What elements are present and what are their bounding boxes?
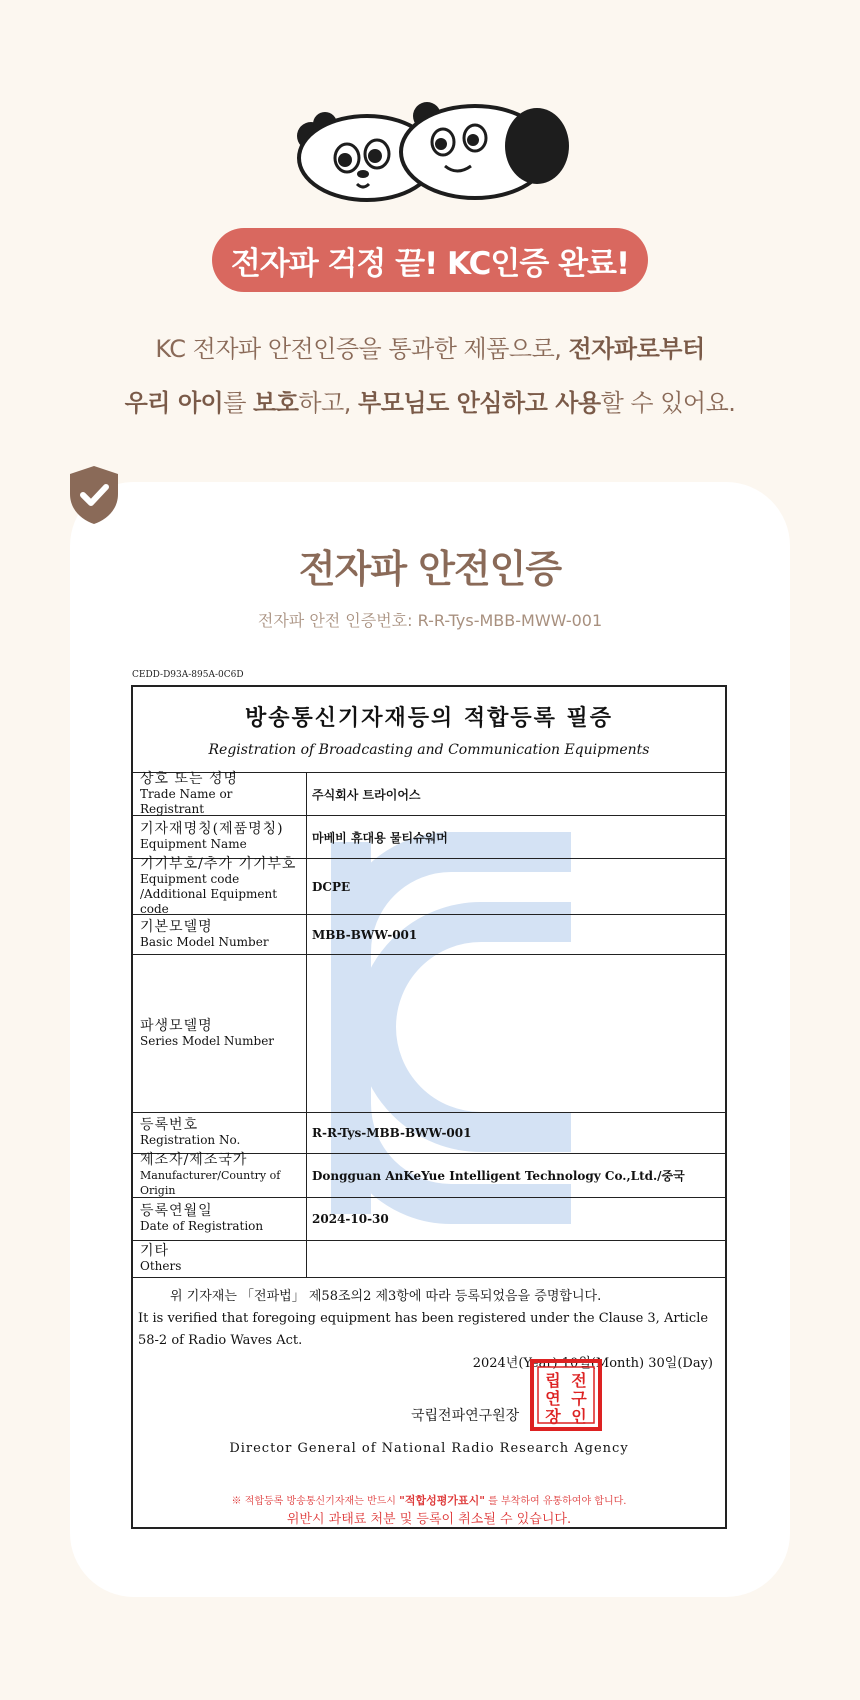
table-row <box>133 770 725 816</box>
svg-text:립: 립 <box>545 1371 561 1390</box>
statement-ko: 위 기자재는 「전파법」 제58조의2 제3항에 따라 등록되었음을 증명합니다. <box>170 1289 602 1304</box>
row-value: 주식회사 트라이어스 <box>312 787 421 802</box>
row-label-en: Manufacturer/Country of Origin <box>140 1169 281 1197</box>
row-label <box>133 855 307 916</box>
card-subtitle: 전자파 안전 인증번호: R-R-Tys-MBB-MWW-001 <box>257 611 603 630</box>
row-value: R-R-Tys-MBB-BWW-001 <box>312 1126 472 1140</box>
row-label-ko: 기자재명칭(제품명칭) <box>140 821 284 837</box>
row-label-ko: 등록연월일 <box>140 1203 213 1219</box>
row-label <box>133 1154 307 1197</box>
svg-text:전: 전 <box>571 1371 587 1390</box>
mascot-illustration <box>285 96 575 216</box>
row-value <box>307 1241 725 1277</box>
row-label-en: Equipment code /Additional Equipment code <box>140 871 278 916</box>
intro-line-2-d: 하고, <box>298 389 359 417</box>
row-value: DCPE <box>312 879 351 894</box>
row-label-ko: 파생모델명 <box>140 1017 213 1034</box>
director-en: Director General of National Radio Research Agency <box>229 1441 629 1456</box>
row-label-en: Trade Name or Registrant <box>140 786 233 816</box>
shield-check-icon <box>66 464 122 526</box>
certificate-date: 2024년(Year) 10월(Month) 30일(Day) <box>472 1356 713 1371</box>
intro-line-2-a: 우리 아이 <box>124 389 224 417</box>
table-row <box>133 1241 725 1278</box>
certificate-title-en: Registration of Broadcasting and Communication Equipments <box>208 742 650 758</box>
table-row <box>133 1154 725 1198</box>
director-ko: 국립전파연구원장 <box>411 1408 520 1424</box>
row-label-en: Registration No. <box>140 1133 241 1147</box>
intro-line-2-b: 를 <box>223 389 254 417</box>
table-row <box>133 915 725 955</box>
table-row <box>133 955 725 1113</box>
row-label-ko: 상호 또는 성명 <box>140 770 239 787</box>
row-value: MBB-BWW-001 <box>312 927 418 942</box>
row-value: 2024-10-30 <box>312 1212 389 1226</box>
intro-line-1 <box>0 322 860 376</box>
notice-line-2: 위반시 과태료 처분 및 등록이 취소될 수 있습니다. <box>286 1512 572 1527</box>
row-label <box>133 816 307 858</box>
row-value: Dongguan AnKeYue Intelligent Technology Co.,Ltd./중국 <box>312 1169 685 1183</box>
row-label <box>133 1241 307 1277</box>
certificate-header <box>133 687 725 773</box>
row-label <box>133 955 307 1112</box>
intro-text <box>0 322 860 430</box>
row-label-ko: 제조자/제조국가 <box>140 1152 248 1168</box>
row-label <box>133 915 307 954</box>
intro-line-2-e: 부모님도 안심하고 사용 <box>358 389 601 417</box>
notice-b: "적합성평가표시" <box>399 1494 485 1507</box>
kc-banner <box>212 228 648 292</box>
table-row <box>133 855 725 916</box>
certificate-document <box>131 685 727 1529</box>
intro-line-1-b: 전자파로부터 <box>568 335 705 363</box>
svg-text:연: 연 <box>545 1389 561 1408</box>
banner-text: 전자파 걱정 끝! KC인증 완료! <box>230 245 630 282</box>
notice-line-1 <box>133 1492 725 1508</box>
row-label-ko: 기본모델명 <box>140 918 213 935</box>
row-value: 마베비 휴대용 물티슈워머 <box>312 830 448 845</box>
intro-line-2-f: 할 수 있어요. <box>600 389 736 417</box>
document-id: CEDD-D93A-895A-0C6D <box>132 670 244 680</box>
statement-en: It is verified that foregoing equipment has been registered under the Clause 3, Article 58-2 of Radio Waves Act. <box>138 1311 709 1348</box>
svg-text:장: 장 <box>545 1407 561 1426</box>
row-label-ko: 기기부호/추가 기기부호 <box>140 855 297 872</box>
row-label-en: Equipment Name <box>140 837 247 851</box>
official-seal-stamp <box>529 1358 603 1432</box>
intro-line-2-c: 보호 <box>253 389 299 417</box>
table-row <box>133 1113 725 1154</box>
card-title: 전자파 안전인증 <box>298 547 562 591</box>
row-label <box>133 1113 307 1153</box>
certificate-statement <box>133 1278 725 1352</box>
certificate-title-ko: 방송통신기자재등의 적합등록 필증 <box>244 705 614 731</box>
notice-c: 를 부착하여 유통하여야 합니다. <box>484 1496 627 1507</box>
row-label-ko: 등록번호 <box>140 1117 199 1133</box>
table-row <box>133 816 725 859</box>
row-label <box>133 1198 307 1240</box>
row-label-en: Series Model Number <box>140 1033 275 1048</box>
intro-line-2 <box>0 376 860 430</box>
row-label-en: Date of Registration <box>140 1219 264 1233</box>
svg-text:구: 구 <box>571 1389 587 1408</box>
row-value <box>307 955 725 1112</box>
svg-text:인: 인 <box>571 1407 587 1426</box>
row-label <box>133 770 307 816</box>
row-label-ko: 기타 <box>140 1243 170 1259</box>
row-label-en: Basic Model Number <box>140 934 269 949</box>
row-label-en: Others <box>140 1259 182 1273</box>
notice-a: ※ 적합등록 방송통신기자재는 반드시 <box>231 1496 400 1507</box>
table-row <box>133 1198 725 1241</box>
intro-line-1-a: KC 전자파 안전인증을 통과한 제품으로, <box>155 335 569 363</box>
